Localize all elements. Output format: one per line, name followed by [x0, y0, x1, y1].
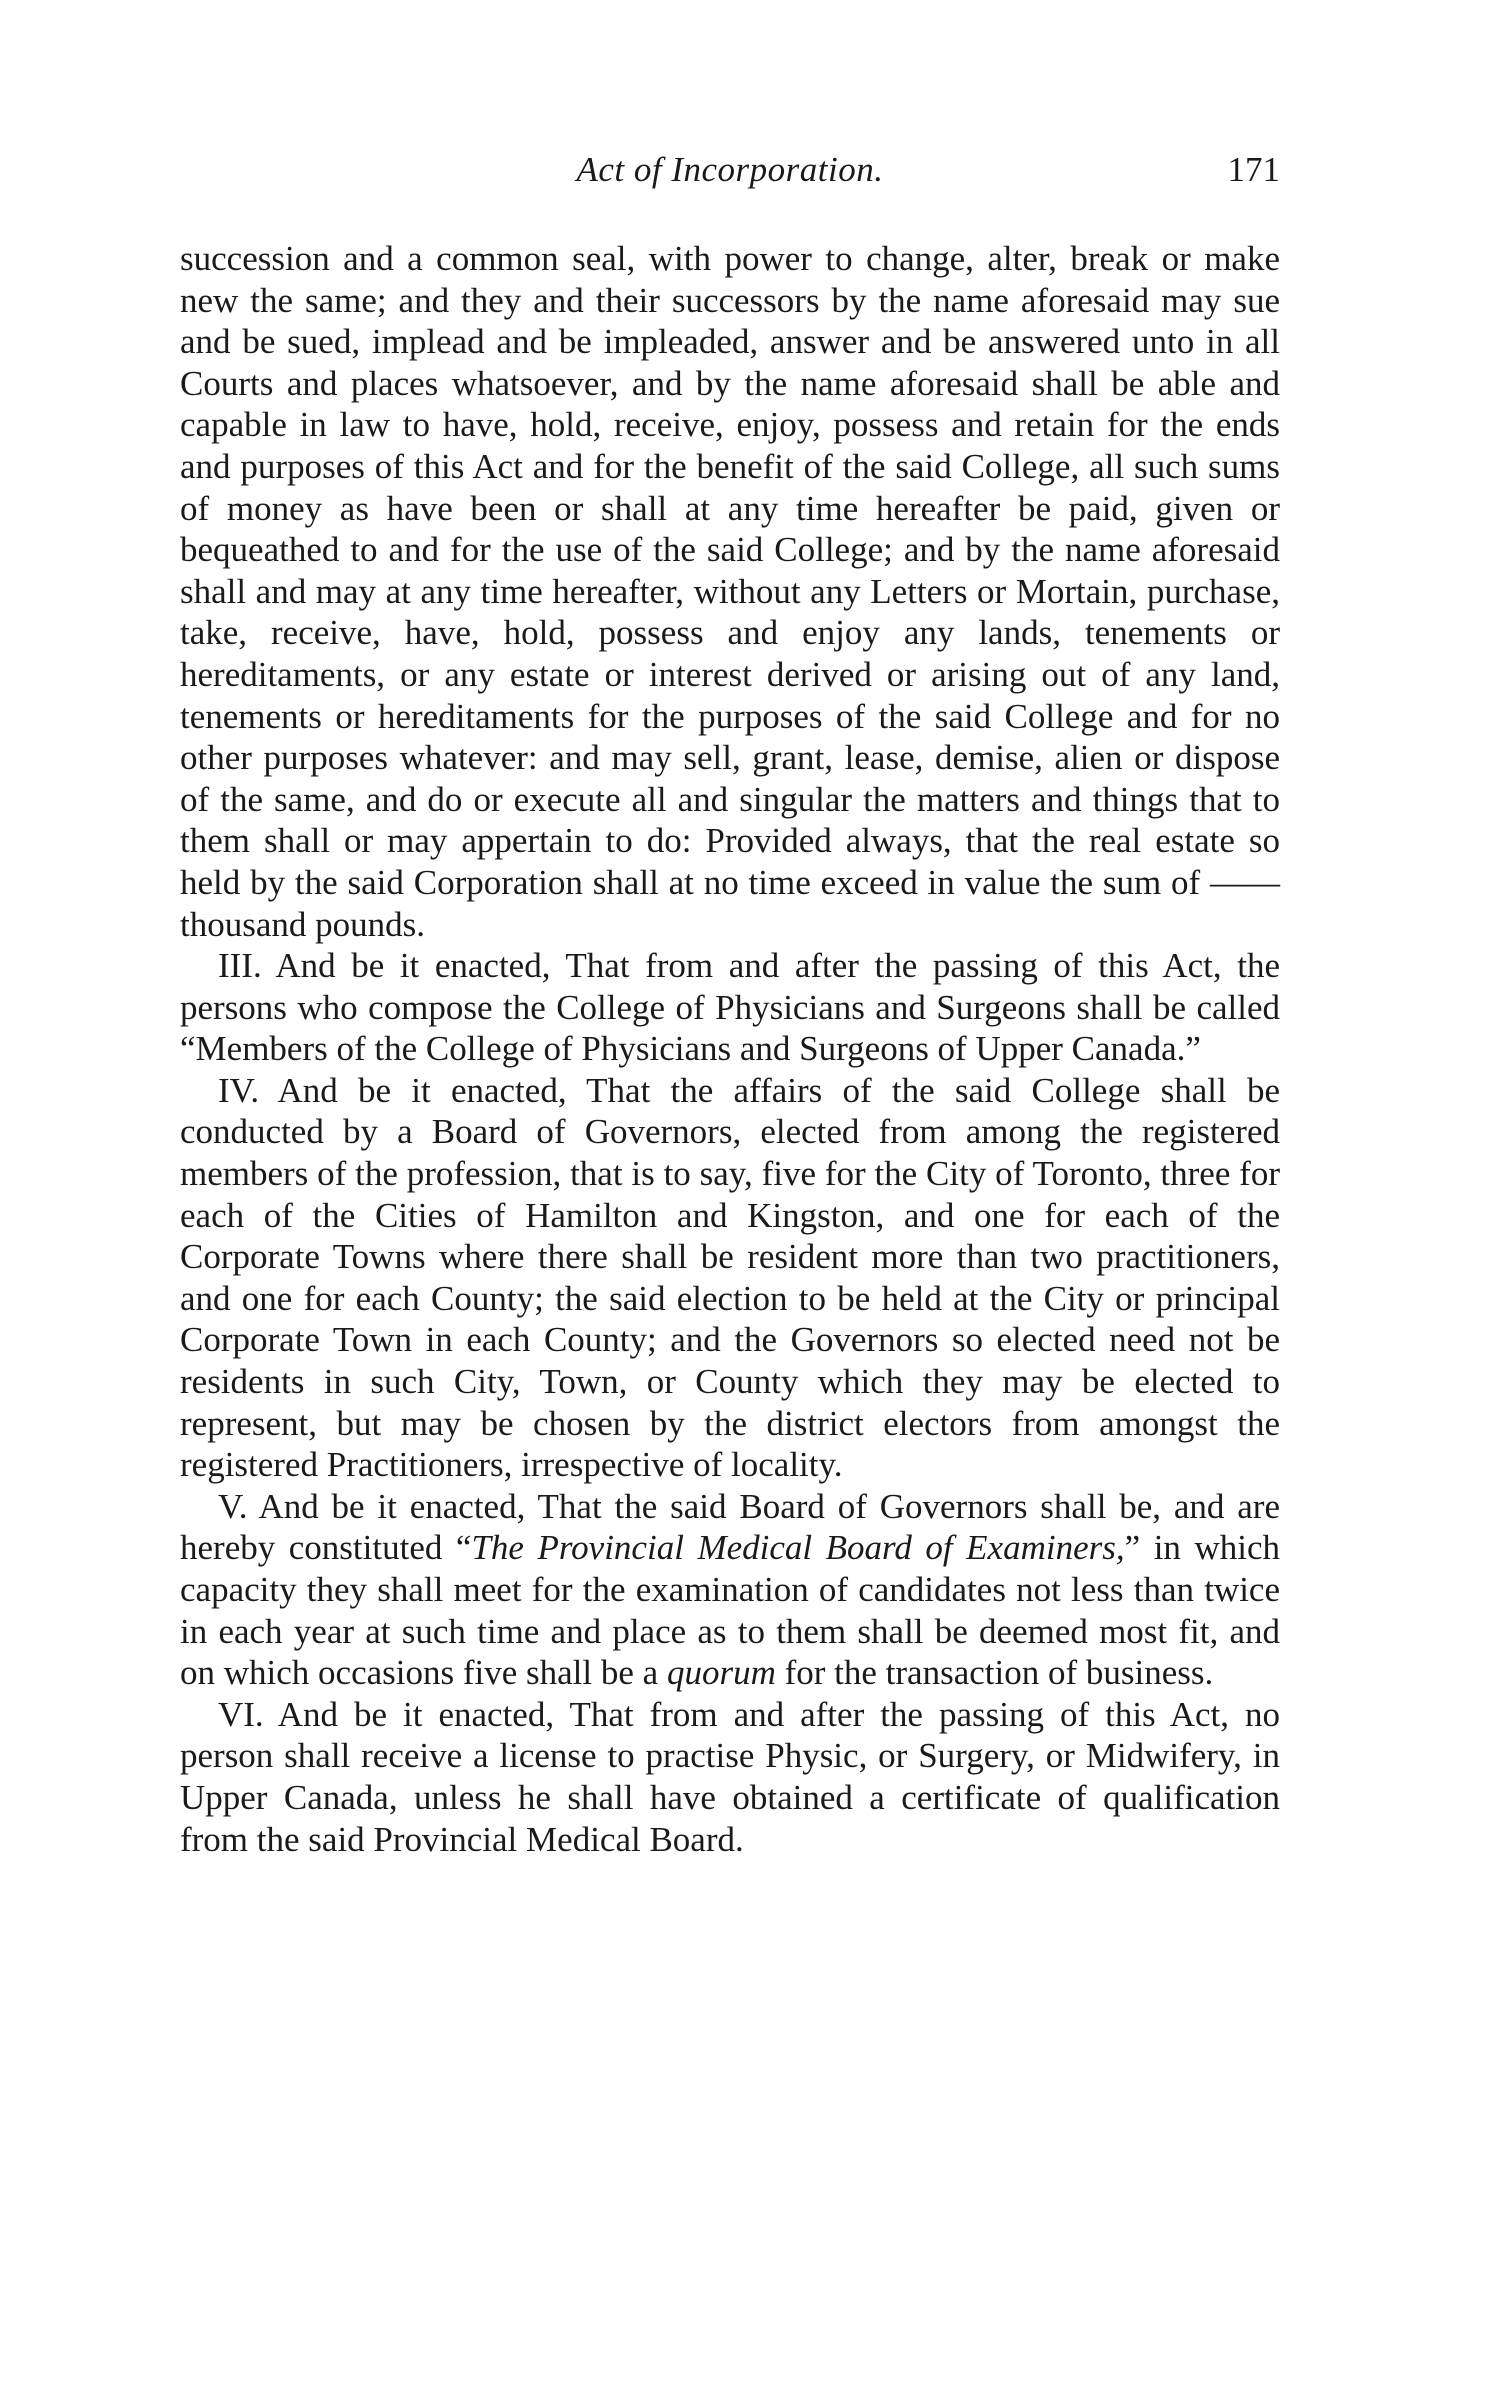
paragraph-continuation: succession and a common seal, with power to change, alter, break or make new the same; and they and their successors by the name aforesaid may sue and be sued, implead and be impleaded, answer and be answered unto in all Courts and places whatsoever, and by the name aforesaid shall be able and capable in law to have, hold, receive, enjoy, possess and retain for the ends and purposes of this Act and for the benefit of the said College, all such sums of money as have been or shall at any time hereafter be paid, given or bequeathed to and for the use of the said College; and by the name aforesaid shall and may at any time hereafter, without any Letters or Mortain, purchase, take, receive, have, hold, possess and enjoy any lands, tenements or hereditaments, or any estate or interest derived or arising out of any land, tenements or hereditaments for the purposes of the said College and for no other purposes whatever: and may sell, grant, lease, demise, alien or dispose of the same, and do or execute all and singular the matters and things that to them shall or may appertain to do: Provided always, that the real estate so held by the said Corporation shall at no time exceed in value the sum of —— thousand pounds.: [180, 239, 1280, 944]
section-numeral: V.: [218, 1486, 248, 1526]
body-text: [180, 238, 1280, 1860]
section-text: And be it enacted, That from and after the passing of this Act, the persons who compose the College of Physicians and Surgeons shall be called “Members of the College of Physicians and Surgeons of Upper Canada.”: [180, 946, 1280, 1069]
section-iv: [180, 1070, 1280, 1486]
quorum-italic: quorum: [666, 1653, 776, 1693]
section-text: And be it enacted, That from and after the passing of this Act, no person shall receive a license to practise Physic, or Surgery, or Midwifery, in Upper Canada, unless he shall have obtained a certificate of qualification from the said Provincial Medical Board.: [180, 1694, 1280, 1859]
section-text: And be it enacted, That the affairs of the said College shall be conducted by a Board of Governors, elected from among the registered members of the profession, that is to say, five for the City of Toronto, three for each of the Cities of Hamilton and Kingston, and one for each of the Corporate Towns where there shall be resident more than two practitioners, and one for each County; the said election to be held at the City or principal Corporate Town in each County; and the Governors so elected need not be residents in such City, Town, or County which they may be elected to represent, but may be chosen by the district electors from amongst the registered Practitioners, irrespective of locality.: [180, 1070, 1280, 1485]
book-page: [180, 150, 1280, 1860]
page-header: [180, 150, 1280, 220]
section-numeral: III.: [218, 946, 262, 986]
section-numeral: VI.: [218, 1694, 264, 1734]
section-text-after: for the transaction of business.: [775, 1653, 1214, 1693]
board-name-italic: The Provincial Medical Board of Examiners,: [471, 1528, 1125, 1568]
section-iii: [180, 945, 1280, 1070]
section-text-before: And be it enacted, That the said Board of Governors shall be, and are hereby constituted “: [180, 1486, 1280, 1568]
running-head: Act of Incorporation.: [576, 150, 884, 189]
section-vi: [180, 1694, 1280, 1860]
section-text-middle: ” in which capacity they shall meet for the examination of candidates not less than twice in each year at such time and place as to them shall be deemed most fit, and on which occasions five shall be a: [180, 1528, 1280, 1693]
section-v: [180, 1486, 1280, 1694]
section-numeral: IV.: [218, 1070, 260, 1110]
page-number: 171: [1227, 150, 1280, 189]
